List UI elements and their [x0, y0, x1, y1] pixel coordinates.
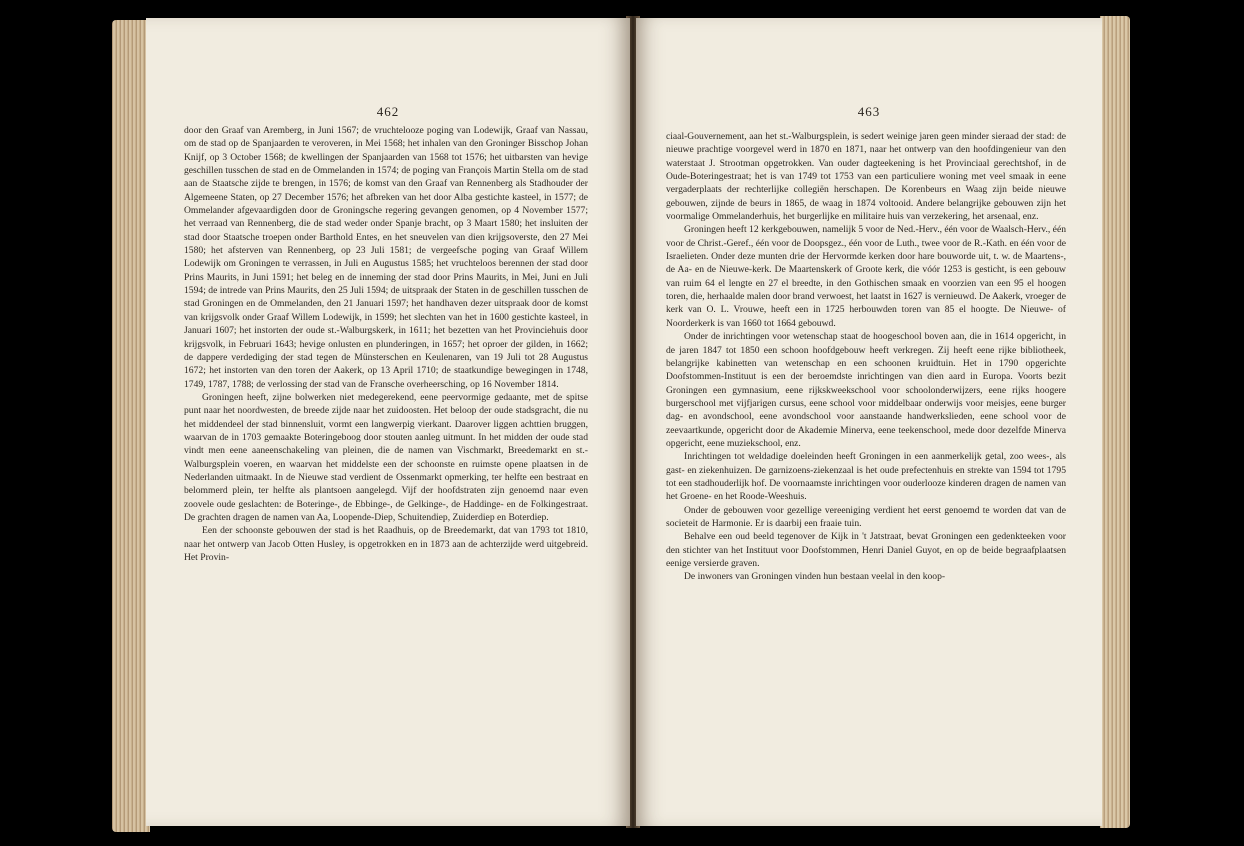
paragraph: Een der schoonste gebouwen der stad is het Raadhuis, op de Breedemarkt, dat van 1793 tot 1810, naar het ontwerp van Jacob Otten Husley, is opgetrokken en in 1873 aan de achterzijde werd uitgebreid. Het Provin- — [184, 525, 588, 563]
paragraph: Inrichtingen tot weldadige doeleinden heeft Groningen in een aanmerkelijk getal, zoo wees-, als gast- en ziekenhuizen. De garnizoens-ziekenzaal is het oude prefectenhuis en strekte van 1594 tot 1795 tot een stadhouderlijk hof. De voornaamste inrichtingen voor ouderlooze kinderen dragen de namen van het Groene- en het Roode-Weeshuis. — [666, 451, 1066, 503]
paragraph: Groningen heeft, zijne bolwerken niet medegerekend, eene peervormige gedaante, met de spitse punt naar het noordwesten, de breede zijde naar het zuidoosten. Het beloop der oude stadsgracht, die nu het middendeel der stad binnensluit, vormt een langwerpig vierkant. Daarover liggen achttien bruggen, waarvan de in 1703 gemaakte Boteringeboog door stouten aanleg uitmunt. In het midden der oude stad vindt men eene aaneenschakeling van pleinen, die de namen van Vischmarkt, Breedemarkt en st.-Walburgsplein voeren, en waarvan het middelste een der schoonste en ruimste opene plaatsen in de Nederlanden uitmaakt. In de Nieuwe stad verdient de Ossenmarkt opmerking, ter helfte een bestraat en belommerd plein, ter helfte als plantsoen aangelegd. Vijf der hoofdstraten zijn genoemd naar even zoovele oude geslachten: de Boteringe-, de Ebbinge-, de Gelkinge-, de Haddinge- en de Folkingestraat. De grachten dragen de namen van Aa, Loopende-Diep, Schuitendiep, Zuiderdiep en Boterdiep. — [184, 391, 588, 523]
paragraph: Groningen heeft 12 kerkgebouwen, namelijk 5 voor de Ned.-Herv., één voor de Waalsch-Herv., één voor de Christ.-Geref., één voor de Doopsgez., één voor de Luth., twee voor de R.-Kath. en één voor de Israelieten. Onder deze munten drie der Hervormde kerken door hare bouworde uit, t. w. de Maartens-, de Aa- en de Nieuwe-kerk. De Maartenskerk of Groote kerk, die vóór 1253 is gesticht, is een gebouw van ruim 64 el lengte en 27 el breedte, in den Gothischen smaak en voorzien van een 95 el hoogen toren, die, herhaalde malen door brand verwoest, het laatst in 1627 is vernieuwd. De Aakerk, vroeger de kerk van O. L. Vrouwe, heeft een in 1725 herbouwden toren van 85 el hoogte. De Nieuwe- of Noorderkerk is van 1660 tot 1664 gebouwd. — [666, 224, 1066, 329]
paragraph: Onder de gebouwen voor gezellige vereeniging verdient het eerst genoemd te worden dat van de societeit de Harmonie. Er is daarbij een fraaie tuin. — [666, 504, 1066, 529]
left-page — [146, 18, 630, 826]
left-page-text — [184, 124, 588, 564]
page-number-left: 462 — [376, 104, 400, 119]
paragraph: Onder de inrichtingen voor wetenschap staat de hoogeschool boven aan, die in 1614 opgericht, in de jaren 1847 tot 1850 een schoon hoofdgebouw heeft verkregen. Zij heeft eene rijke bibliotheek, belangrijke kabinetten van wetenschap en een schoonen kruidtuin. Het in 1790 opgerichte Doofstommen-Instituut is een der beroemdste inrichtingen van dien aard in Europa. Voorts bezit Groningen een gymnasium, eene rijkskweekschool voor schoolonderwijzers, eene rijks hoogere burgerschool met vijfjarigen cursus, eene school voor middelbaar onderwijs voor meisjes, eene burger dag- en avondschool, eene avondschool voor aanstaande handwerkslieden, eene school voor de zeevaartkunde, opgericht door de Akademie Minerva, eene teekenschool, mede door dezelfde Minerva opgericht, eene muziekschool, enz. — [666, 331, 1066, 449]
page-number-right: 463 — [857, 104, 881, 119]
page-edges-left — [112, 20, 150, 832]
page-edges-right — [1100, 16, 1130, 828]
paragraph: ciaal-Gouvernement, aan het st.-Walburgsplein, is sedert weinige jaren geen minder sieraad der stad: de nieuwe prachtige voorgevel werd in 1870 en 1871, naar het ontwerp van den hoofdingenieur van den waterstaat J. Strootman opgetrokken. Van ouder dagteekening is het Provinciaal gerechtshof, in de Oude-Boteringestraat; het is van 1749 tot 1753 van een particuliere woning met veel smaak in eene vergaderplaats der rechterlijke collegiën herschapen. De Korenbeurs en Waag zijn beide nieuwe gebouwen, zijnde de beurs in 1865, de waag in 1874 voltooid. Andere belangrijke gebouwen zijn het voormalige Ommelanderhuis, het burgerlijke en militaire huis van verzekering, het arsenaal, enz. — [666, 131, 1066, 223]
paragraph: Behalve een oud beeld tegenover de Kijk in 't Jatstraat, bevat Groningen een gedenkteeken voor den stichter van het Instituut voor Doofstommen, Henri Daniel Guyot, en op de beide begraafplaatsen eenige versierde graven. — [666, 531, 1066, 569]
right-page-text — [666, 130, 1066, 584]
paragraph: door den Graaf van Aremberg, in Juni 1567; de vruchtelooze poging van Lodewijk, Graaf van Nassau, om de stad op de Spanjaarden te veroveren, in Mei 1568; het inhalen van den Groninger Bisschop Johan Knijf, op 3 October 1568; de kwellingen der Spanjaarden van 1568 tot 1576; het uitbarsten van hevige geschillen tusschen de stad en de Ommelanden in 1574; de poging van François Martin Stella om de stad aan de Staatsche zijde te brengen, in 1576; de komst van den Graaf van Rennenberg als Stadhouder der Algemeene Staten, op 27 December 1576; het afbreken van het door Alba gestichte kasteel, in 1577; de Ommelander afgevaardigden door de Groningsche regering gevangen genomen, op 4 November 1577; het verraad van Rennenberg, die de stad weder onder Spanje bracht, op 3 Maart 1580; het insluiten der stad door Staatsche troepen onder Barthold Entes, en het sneuvelen van dien krijgsoverste, den 27 Mei 1580; het afsterven van Rennenberg, op 23 Juli 1581; de vergeefsche poging van Graaf Willem Lodewijk om Groningen te verrassen, in Juli en Augustus 1585; het vruchteloos berennen der stad door Prins Maurits, in Juni 1591; het beleg en de inneming der stad door Prins Maurits, in Mei, Juni en Juli 1594; de intrede van Prins Maurits, den 25 Juli 1594; de uitspraak der Staten in de geschillen tusschen de stad Groningen en de Ommelanden, den 21 Januari 1597; het handhaven dezer uitspraak door de komst van krijgsvolk onder Graaf Willem Lodewijk, in 1599; het slechten van het in 1600 gestichte kasteel, in Januari 1607; het instorten der oude st.-Walburgskerk, in 1611; het bezetten van het Provinciehuis door krijgsvolk, in Februari 1643; hevige onlusten en plunderingen, in 1657; het oproer der gilden, in 1662; de dappere verdediging der stad tegen de Münsterschen en Keulenaren, van 19 Juli tot 28 Augustus 1672; het instorten van den toren der Aakerk, op 13 April 1710; de staatkundige bewegingen in 1748, 1749, 1787, 1788; de verlossing der stad van de Fransche overheersching, op 16 November 1814. — [184, 125, 588, 390]
paragraph: De inwoners van Groningen vinden hun bestaan veelal in den koop- — [684, 571, 946, 583]
right-page — [636, 18, 1102, 826]
